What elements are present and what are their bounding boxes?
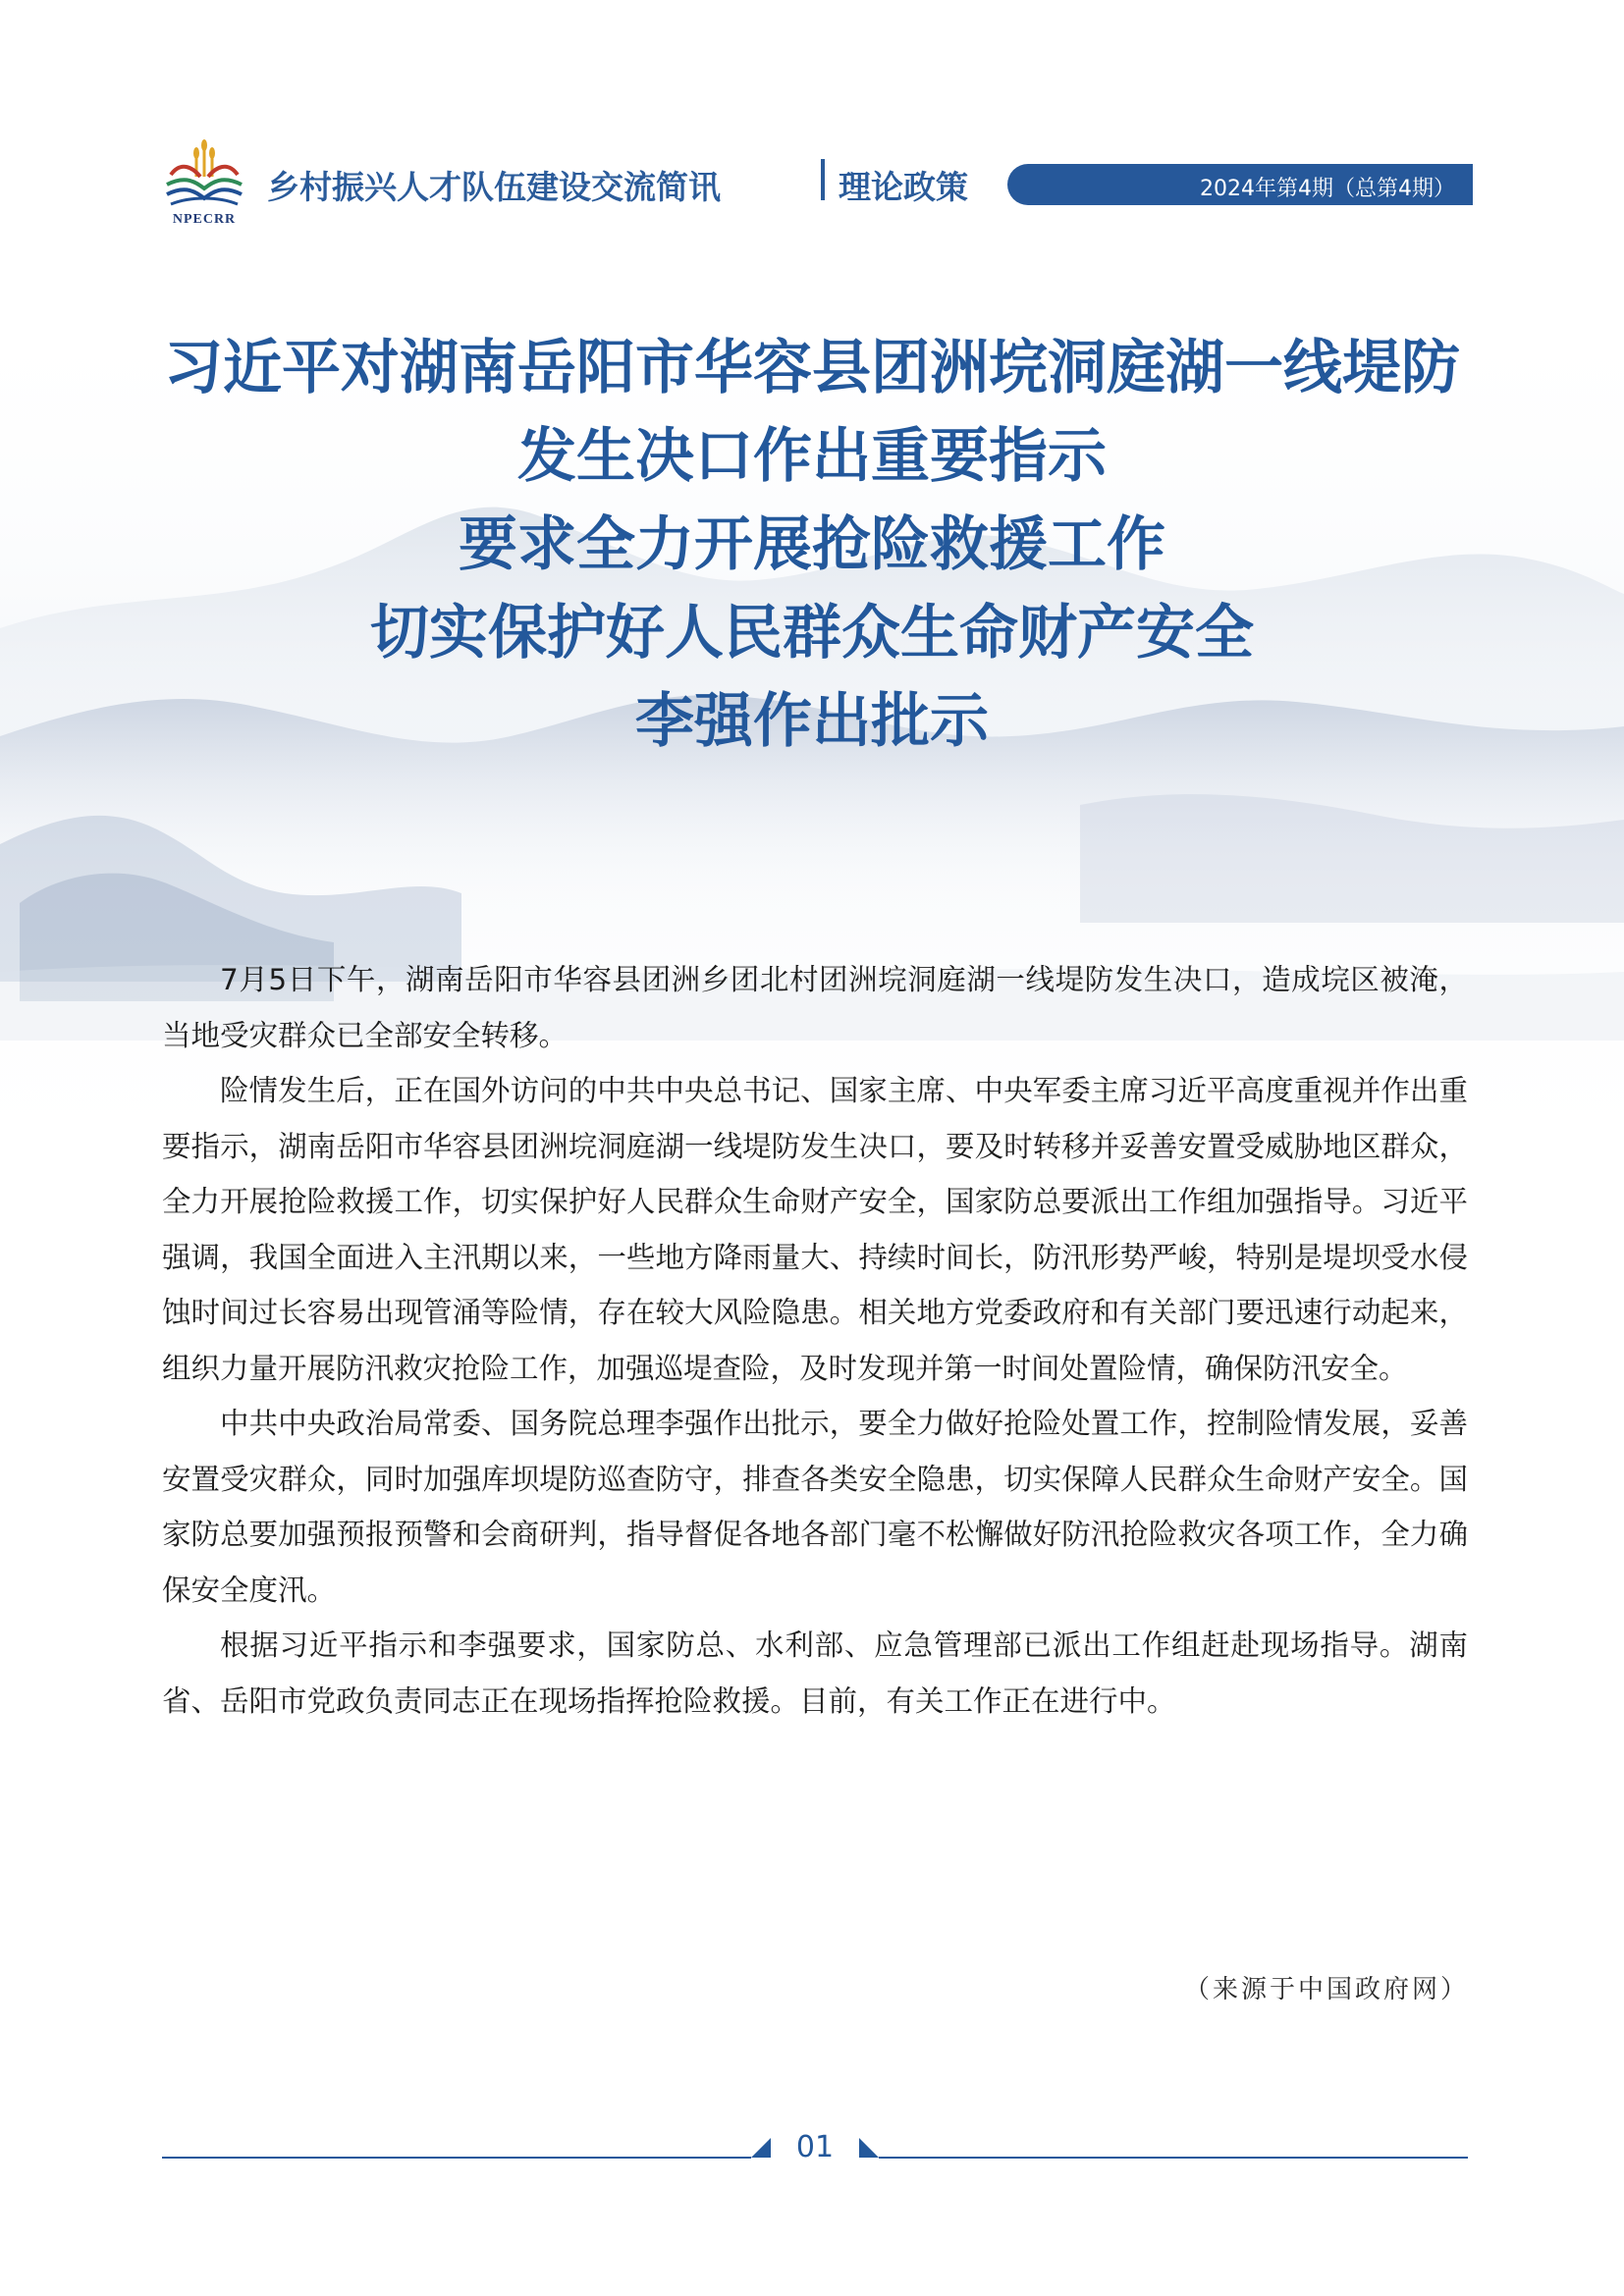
logo-text: NPECRR <box>172 212 237 227</box>
section-name: 理论政策 <box>839 168 968 206</box>
paragraph: 险情发生后，正在国外访问的中共中央总书记、国家主席、中央军委主席习近平高度重视并作出重要指示，湖南岳阳市华容县团洲垸洞庭湖一线堤防发生决口，要及时转移并妥善安置受威胁地区群众，全力开展抢险救援工作，切实保护好人民群众生命财产安全，国家防总要派出工作组加强指导。习近平强调，我国全面进入主汛期以来，一些地方降雨量大、持续时间长，防汛形势严峻，特别是堤坝受水侵蚀时间过长容易出现管涌等险情，存在较大风险隐患。相关地方党委政府和有关部门要迅速行动起来，组织力量开展防汛救灾抢险工作，加强巡堤查险，及时发现并第一时间处置险情，确保防汛安全。 <box>162 1074 1468 1385</box>
npecrr-logo-icon <box>157 137 251 228</box>
page-number: 01 <box>795 2130 835 2164</box>
paragraph: 根据习近平指示和李强要求，国家防总、水利部、应急管理部已派出工作组赶赴现场指导。湖南省、岳阳市党政负责同志正在现场指挥抢险救援。目前，有关工作正在进行中。 <box>162 1629 1468 1718</box>
paragraph: 7月5日下午，湖南岳阳市华容县团洲乡团北村团洲垸洞庭湖一线堤防发生决口，造成垸区被淹，当地受灾群众已全部安全转移。 <box>162 963 1468 1052</box>
footer-triangle-left-icon <box>751 2138 771 2158</box>
footer-rule-right <box>879 2157 1468 2159</box>
title-line: 李强作出批示 <box>635 687 989 756</box>
title-line: 要求全力开展抢险救援工作 <box>459 510 1165 579</box>
article-body <box>162 952 1468 1729</box>
publication-name: 乡村振兴人才队伍建设交流简讯 <box>267 168 721 206</box>
footer-rule-left <box>162 2157 751 2159</box>
issue-label: 2024年第4期（总第4期） <box>1200 177 1455 201</box>
issue-badge <box>1007 164 1473 205</box>
page-footer <box>162 2126 1468 2165</box>
title-line: 切实保护好人民群众生命财产安全 <box>370 599 1254 667</box>
footer-triangle-right-icon <box>859 2138 879 2158</box>
article-title <box>98 324 1526 766</box>
title-line: 习近平对湖南岳阳市华容县团洲垸洞庭湖一线堤防 <box>164 334 1460 402</box>
paragraph: 中共中央政治局常委、国务院总理李强作出批示，要全力做好抢险处置工作，控制险情发展，妥善安置受灾群众，同时加强库坝堤防巡查防守，排查各类安全隐患，切实保障人民群众生命财产安全。国家防总要加强预报预警和会商研判，指导督促各地各部门毫不松懈做好防汛抢险救灾各项工作，全力确保安全度汛。 <box>162 1407 1468 1607</box>
article-source: （来源于中国政府网） <box>1183 1975 1469 2004</box>
header-divider <box>821 159 825 200</box>
title-line: 发生决口作出重要指示 <box>517 422 1107 491</box>
page-header <box>157 137 1473 236</box>
